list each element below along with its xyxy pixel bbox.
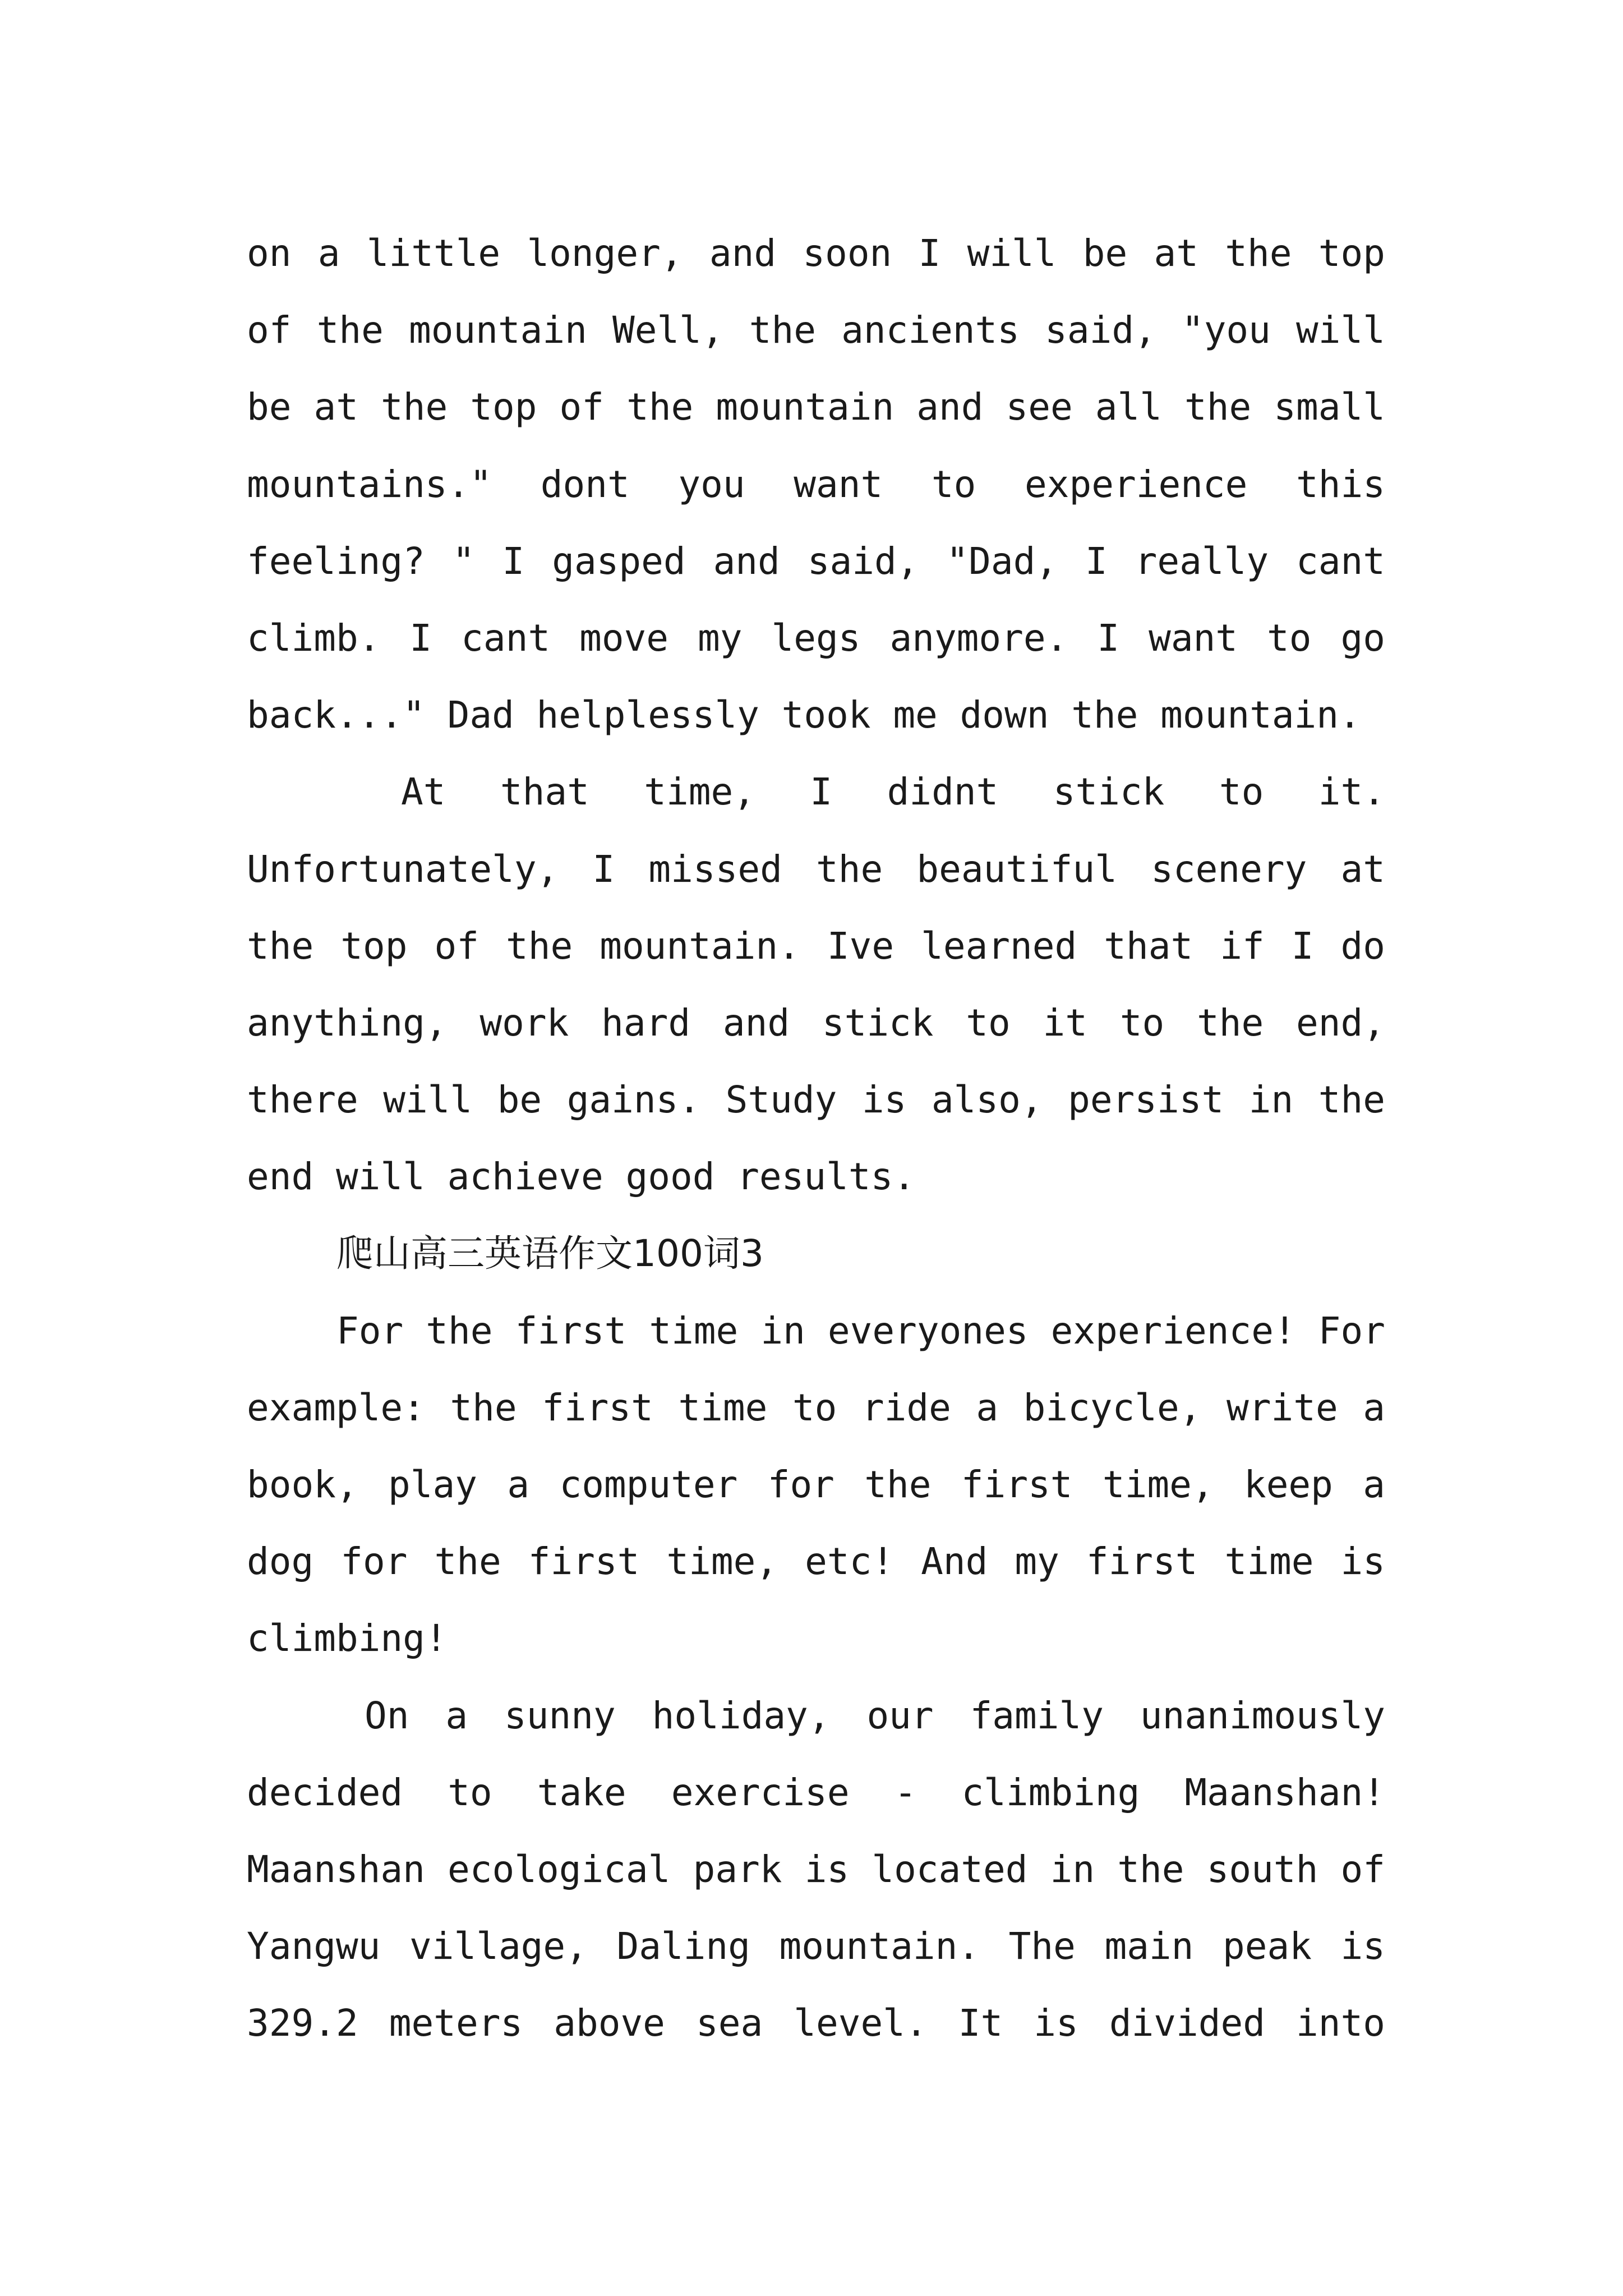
paragraph-line: On a sunny holiday, our family unanimously [365, 1694, 1385, 1737]
paragraph-line: anything, work hard and stick to it to the end, [247, 1001, 1385, 1045]
paragraph-line: feeling? " I gasped and said, "Dad, I really cant [247, 539, 1385, 583]
paragraph-line: book, play a computer for the first time, keep a [247, 1463, 1385, 1506]
paragraph-line: end will achieve good results. [247, 1155, 916, 1199]
paragraph-line: At that time, I didnt stick to it. [401, 770, 1385, 814]
paragraph-line: of the mountain Well, the ancients said, "you will [247, 309, 1385, 352]
paragraph-line: climb. I cant move my legs anymore. I want to go [247, 616, 1385, 660]
paragraph-line: Maanshan ecological park is located in the south of [247, 1847, 1385, 1891]
essay-text [247, 220, 1385, 2067]
paragraph-line: the top of the mountain. Ive learned that if I do [247, 924, 1385, 968]
paragraph-line: decided to take exercise - climbing Maanshan! [247, 1770, 1385, 1814]
paragraph-line: 329.2 meters above sea level. It is divided into [247, 2001, 1385, 2045]
paragraph-line: back..." Dad helplessly took me down the mountain. [247, 693, 1361, 737]
paragraph-line: mountains." dont you want to experience this [247, 462, 1385, 506]
paragraph-line: Yangwu village, Daling mountain. The main peak is [247, 1925, 1385, 1968]
paragraph-line: on a little longer, and soon I will be at the top [247, 232, 1385, 275]
paragraph-line: For the first time in everyones experience! For [336, 1309, 1385, 1352]
paragraph-line: dog for the first time, etc! And my first time is [247, 1540, 1385, 1584]
paragraph-line: example: the first time to ride a bicycle, write a [247, 1386, 1385, 1429]
paragraph-line: Unfortunately, I missed the beautiful scenery at [247, 847, 1385, 891]
paragraph-line: there will be gains. Study is also, persist in the [247, 1078, 1385, 1122]
paragraph-line: be at the top of the mountain and see all the small [247, 385, 1385, 429]
paragraph-line: climbing! [247, 1617, 448, 1660]
section-heading: 爬山高三英语作文100词3 [336, 1232, 764, 1276]
